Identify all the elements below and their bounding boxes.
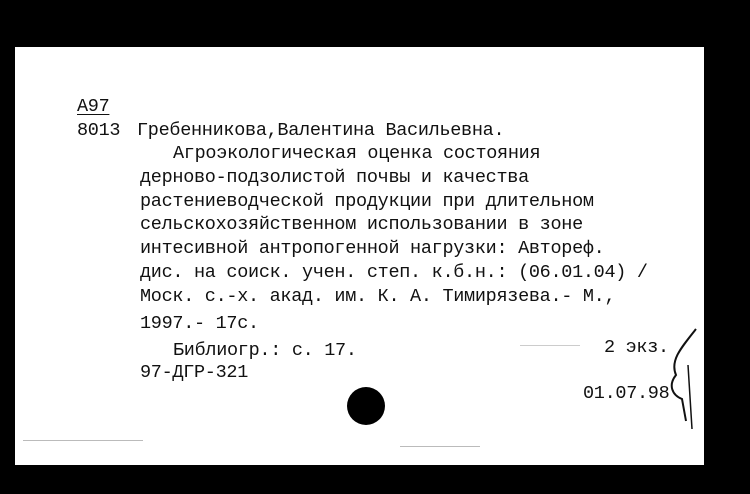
registration-code: 97-ДГР-321 xyxy=(140,362,249,383)
accession-date: 01.07.98 xyxy=(583,383,670,404)
shelf-mark: А97 xyxy=(77,96,110,117)
title-line-7: Моск. с.-х. акад. им. К. А. Тимирязева.- М., xyxy=(140,286,616,307)
title-line-8: 1997.- 17с. xyxy=(140,313,259,334)
bibliography-note: Библиогр.: с. 17. xyxy=(173,340,357,361)
title-line-2: дерново-подзолистой почвы и качества xyxy=(140,167,529,188)
scan-noise xyxy=(520,345,580,346)
scan-noise xyxy=(400,446,480,447)
author-heading: Гребенникова,Валентина Васильевна. xyxy=(137,120,505,141)
title-line-6: дис. на соиск. учен. степ. к.б.н.: (06.01.04) / xyxy=(140,262,648,283)
inventory-number: 8013 xyxy=(77,120,121,141)
title-line-4: сельскохозяйственном использовании в зоне xyxy=(140,214,583,235)
punch-hole xyxy=(347,387,385,425)
copies-count: 2 экз. xyxy=(604,337,669,358)
title-line-1: Агроэкологическая оценка состояния xyxy=(173,143,541,164)
scan-noise xyxy=(23,440,143,441)
title-line-5: интесивной антропогенной нагрузки: Автореф. xyxy=(140,238,605,259)
title-line-3: растениеводческой продукции при длительном xyxy=(140,191,594,212)
handwritten-bracket-mark xyxy=(662,325,704,435)
